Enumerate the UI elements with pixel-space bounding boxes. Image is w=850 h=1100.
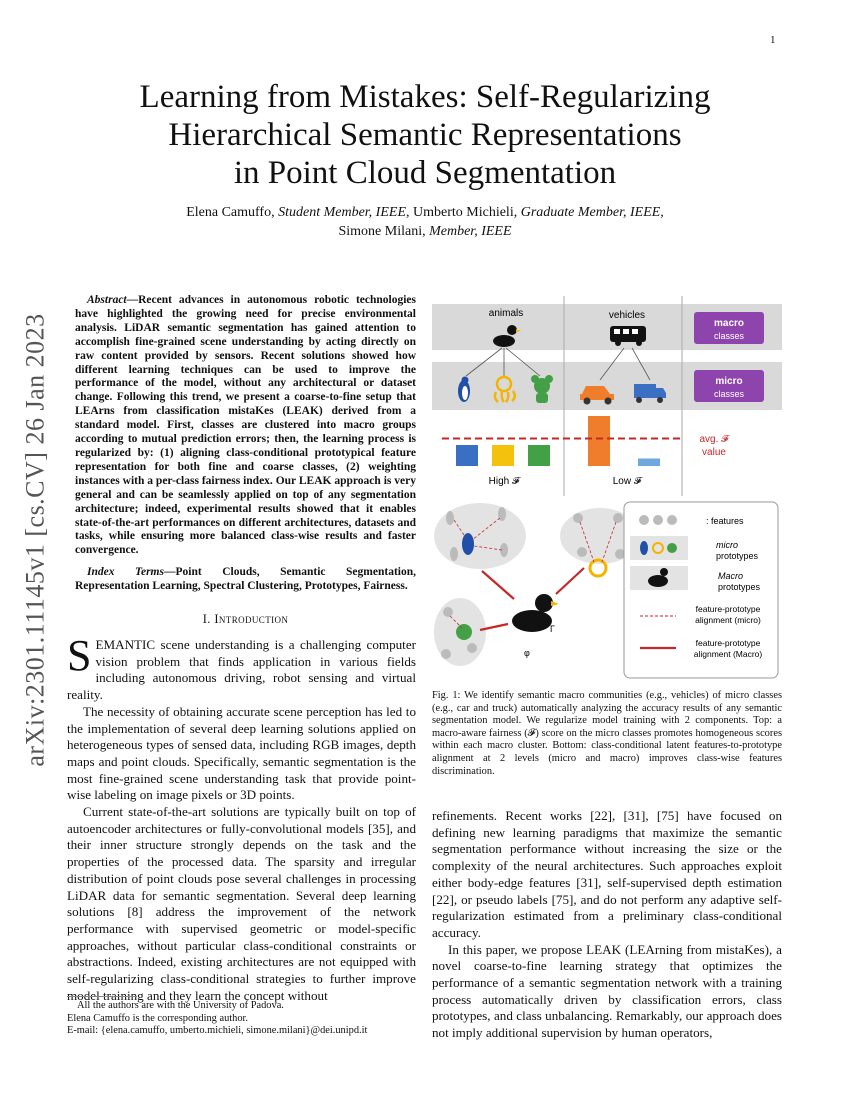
avg-sub-label: value bbox=[702, 447, 726, 458]
author-2: Umberto Michieli, bbox=[413, 205, 518, 220]
figure-1 bbox=[432, 296, 782, 688]
author-2-role: Graduate Member, IEEE, bbox=[520, 205, 664, 220]
title-line-2: Hierarchical Semantic Representations bbox=[168, 117, 682, 153]
legend-micro-label: micro bbox=[716, 540, 738, 550]
abstract-text: —Recent advances in autonomous robotic technologies have highlighted the growing need for precise environmental analysis. LiDAR semantic segmentation has gained attention to accomplish fine-grained scene understanding by acting directly on raw content provided by sensors. Recent solutions showed how different learning techniques can be used to improve the performance of the model, without any architectural or dataset change. Following this trend, we present a coarse-to-fine setup that LEArns from classification mistaKes (LEAK) derived from a standard model. First, classes are clustered into macro groups according to mutual prediction errors; then, the learning process is regularized by: (1) aligning class-conditional prototypical feature representation for both fine and coarse classes, (2) weighting instances with a per-class fairness index. Our LEAK approach is very general and can be seamlessly applied on top of any segmentation architecture; indeed, experimental results showed that it enables state-of-the-art performances on different architectures, datasets and tasks, while ensuring more balanced class-wise results and faster convergence. bbox=[75, 294, 416, 557]
penguin-prototype-icon bbox=[462, 533, 474, 555]
legend-features-label: : features bbox=[706, 516, 744, 526]
legend-macro-sub: prototypes bbox=[718, 582, 761, 592]
footnote-line-1: All the authors are with the University of Padova. bbox=[77, 1000, 284, 1011]
legend-fp-macro-2: alignment (Macro) bbox=[693, 649, 763, 659]
section-title: Introduction bbox=[214, 612, 289, 626]
author-list bbox=[90, 203, 760, 241]
bar-car bbox=[588, 416, 610, 466]
index-terms-label: Index Terms bbox=[87, 566, 164, 578]
group-animals-label: animals bbox=[488, 308, 524, 319]
fairness-bars bbox=[456, 416, 660, 466]
bar-truck bbox=[638, 459, 660, 467]
footnote-line-2: Elena Camuffo is the corresponding author. bbox=[67, 1012, 249, 1024]
intro-paragraph-2: The necessity of obtaining accurate scene perception has led to the implementation of several deep learning solutions applied on heterogeneous types of sensed data, including RGB images, depth maps and point clouds. Specifically, semantic segmentation is the most fine-grained scene understanding task that provide point-wise labeling on image pixels or 3D points. bbox=[67, 703, 416, 803]
section-heading bbox=[75, 612, 416, 627]
bar-koala bbox=[528, 445, 550, 466]
arxiv-stamp-text: arXiv:2301.11145v1 [cs.CV] 26 Jan 2023 bbox=[21, 313, 50, 767]
legend-micro-swatch bbox=[630, 536, 688, 560]
intro-column bbox=[67, 631, 416, 1004]
gamma-macro-label: Γ bbox=[550, 624, 555, 634]
abstract bbox=[75, 294, 416, 558]
footnote-rule bbox=[67, 996, 137, 997]
group-vehicles-label: vehicles bbox=[608, 310, 646, 321]
author-3-role: Member, IEEE bbox=[429, 224, 512, 239]
macro-sub-label: classes bbox=[713, 331, 745, 341]
koala-prototype-icon bbox=[456, 624, 472, 640]
section-number: I. bbox=[202, 612, 211, 626]
legend-macro-label: Macro bbox=[718, 571, 744, 581]
micro-label: micro bbox=[715, 376, 743, 387]
figure-caption: Fig. 1: We identify semantic macro communities (e.g., vehicles) of micro classes (e.g., car and truck) automatically analyzing the accuracy results of any semantic segmentation model. We regularize model training with 2 components. Top: a macro-aware fairness (𝓕) score on the micro classes promotes homogeneous scores within each macro cluster. Bottom: class-conditional latent features-to-prototype alignment at 2 levels (micro and macro) improves class-wise features discrimination. bbox=[432, 690, 782, 777]
high-fairness-label: High 𝓕 bbox=[488, 476, 520, 487]
right-column bbox=[432, 808, 782, 1042]
title-line-1: Learning from Mistakes: Self-Regularizing bbox=[139, 79, 711, 115]
macro-label: macro bbox=[713, 318, 745, 329]
legend-fp-micro-1: feature-prototype bbox=[695, 604, 761, 614]
intro-p1-text: EMANTIC scene understanding is a challenging computer vision problem that finds application in various fields including autonomous driving, robot sensing and virtual reality. bbox=[67, 637, 416, 703]
bar-octopus bbox=[492, 445, 514, 466]
abstract-label: Abstract bbox=[87, 294, 127, 306]
footnote-line-3: E-mail: {elena.camuffo, umberto.michieli, simone.milani}@dei.unipd.it bbox=[67, 1025, 368, 1037]
footnote bbox=[67, 1000, 416, 1038]
right-paragraph-1: refinements. Recent works [22], [31], [75] have focused on defining new learning paradigms that maximize the semantic segmentation performance without increasing the size or the complexity of the neural architectures. Such approaches exploit either body-edge features [31], self-supervised depth estimation [22], or pseudo labels [75], and do not perform any adaptive self-regularization estimated from a preliminary class-conditional accuracy. bbox=[432, 808, 782, 940]
avg-label: avg. 𝓕 bbox=[699, 434, 729, 445]
arxiv-stamp bbox=[18, 300, 54, 780]
author-3: Simone Milani, bbox=[338, 224, 426, 239]
title-line-3: in Point Cloud Segmentation bbox=[233, 155, 617, 191]
right-paragraph-2: In this paper, we propose LEAK (LEArning from mistaKes), a novel coarse-to-fine learning strategy that optimizes the performance of a semantic segmentation network with a training process automatically driven by classification errors, class prototypes, and class unbalancing. Remarkably, our approach does not imply additional supervision by human operators, bbox=[432, 941, 782, 1041]
legend-fp-micro-2: alignment (micro) bbox=[695, 615, 761, 625]
drop-cap: S bbox=[67, 631, 92, 680]
paper-title bbox=[90, 78, 760, 192]
equation-label: φ bbox=[524, 648, 530, 658]
index-terms bbox=[75, 566, 416, 594]
low-fairness-label: Low 𝓕 bbox=[612, 476, 642, 487]
author-1: Elena Camuffo, bbox=[186, 205, 275, 220]
index-terms-text: —Point Clouds, Semantic Segmentation, Representation Learning, Spectral Clustering, Prototypes, Fairness. bbox=[75, 566, 416, 592]
intro-paragraph-3: Current state-of-the-art solutions are typically built on top of autoencoder architectures or fully-convolutional models [35], and their inner structure strongly depends on the task and the properties of the processed data. The sparsity and irregular distribution of point clouds pose several challenges in processing LiDAR data for semantic segmentation. Several deep learning solutions [8] address the improvement of the network performance with supervised geometric or model-specific approaches, without particular class-conditional constraints or abstractions. Indeed, existing architectures are not equipped with self-regularizing class-conditional strategies to further improve model training and they learn the concept without bbox=[67, 804, 416, 1003]
legend-micro-sub: prototypes bbox=[716, 551, 759, 561]
legend-fp-macro-1: feature-prototype bbox=[695, 638, 761, 648]
page-number: 1 bbox=[770, 34, 776, 46]
intro-paragraph-1 bbox=[67, 631, 416, 704]
micro-sub-label: classes bbox=[713, 389, 745, 399]
author-1-role: Student Member, IEEE, bbox=[278, 205, 410, 220]
bar-penguin bbox=[456, 445, 478, 466]
